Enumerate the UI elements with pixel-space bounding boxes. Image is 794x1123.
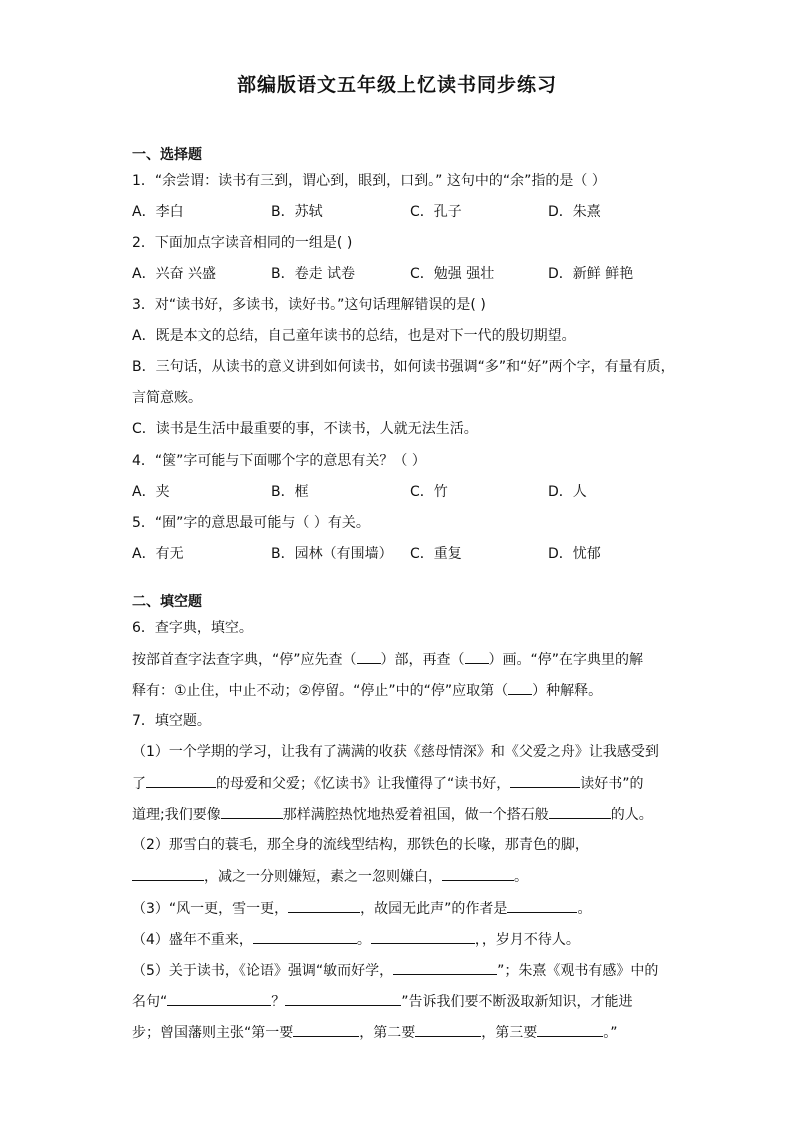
section-heading-fill: 二、填空题: [132, 594, 202, 610]
fill-blank[interactable]: [285, 991, 401, 1006]
q7-sub4: （4）盛年不重来， 。 ，，岁月不待人。: [132, 929, 580, 950]
question-3-option-b-cont: 言简意赅。: [132, 390, 202, 406]
question-4: 4．“箧”字可能与下面哪个字的意思有关？（ ）: [132, 453, 426, 469]
option-d: D．人: [548, 484, 587, 500]
question-3-option-c: C．读书是生活中最重要的事，不读书，人就无法生活。: [132, 421, 478, 437]
option-a: A．兴奋 兴盛: [132, 266, 217, 282]
fill-blank[interactable]: [510, 773, 580, 788]
option-b: B．卷走 试卷: [271, 266, 356, 282]
question-3-option-b: B．三句话，从读书的意义讲到如何读书，如何读书强调“多”和“好”两个字，有量有质，: [132, 359, 675, 375]
fill-blank[interactable]: [507, 898, 577, 913]
option-d: D．新鲜 鲜艳: [548, 266, 634, 282]
section-heading-choice: 一、选择题: [132, 147, 202, 163]
question-6: 6．查字典，填空。: [132, 620, 253, 636]
option-a: A．李白: [132, 204, 184, 220]
fill-blank[interactable]: [146, 773, 216, 788]
question-7: 7．填空题。: [132, 713, 211, 729]
fill-blank[interactable]: [221, 804, 283, 819]
fill-blank[interactable]: [508, 680, 532, 695]
fill-blank[interactable]: [132, 866, 204, 881]
question-3-option-a: A．既是本文的总结，自己童年读书的总结，也是对下一代的殷切期望。: [132, 328, 576, 344]
question-2: 2．下面加点字读音相同的一组是( ): [132, 235, 353, 251]
q7-sub5-line-2: 名句“ ？ ”告诉我们要不断汲取新知识，才能进: [132, 991, 633, 1012]
q7-sub2-line-1: （2）那雪白的蓑毛，那全身的流线型结构，那铁色的长喙，那青色的脚，: [132, 837, 589, 853]
question-6-line-1: 按部首查字法查字典，“停”应先查（ ）部，再查（ ）画。“停”在字典里的解: [132, 649, 643, 670]
fill-blank[interactable]: [253, 929, 357, 944]
q7-sub1-line-1: （1）一个学期的学习，让我有了满满的收获《慈母情深》和《父爱之舟》让我感受到: [132, 744, 659, 760]
fill-blank[interactable]: [537, 1022, 603, 1037]
fill-blank[interactable]: [393, 960, 497, 975]
option-d: D．朱熹: [548, 204, 601, 220]
fill-blank[interactable]: [465, 649, 489, 664]
option-a: A．夹: [132, 484, 170, 500]
fill-blank[interactable]: [167, 991, 271, 1006]
page-title: 部编版语文五年级上忆读书同步练习: [236, 74, 557, 96]
option-b: B．园林（有围墙）: [271, 546, 393, 562]
fill-blank[interactable]: [442, 866, 514, 881]
question-6-line-2: 释有：①止住，中止不动；②停留。“停止”中的“停”应取第（ ）种解释。: [132, 680, 602, 701]
q7-sub3: （3）“风一更，雪一更， ，故园无此声”的作者是 。: [132, 898, 591, 919]
option-b: B．苏轼: [271, 204, 323, 220]
option-a: A．有无: [132, 546, 184, 562]
fill-blank[interactable]: [288, 898, 360, 913]
q7-sub5-line-3: 步；曾国藩则主张“第一要 ，第二要 ，第三要 。”: [132, 1022, 618, 1043]
q7-sub1-line-2: 了 的母爱和父爱；《忆读书》让我懂得了“读书好， 读好书”的: [132, 773, 644, 794]
question-5: 5．“囿”字的意思最可能与（ ）有关。: [132, 515, 370, 531]
fill-blank[interactable]: [293, 1022, 359, 1037]
option-c: C．竹: [410, 484, 448, 500]
option-b: B．框: [271, 484, 309, 500]
option-c: C．勉强 强壮: [410, 266, 495, 282]
fill-blank[interactable]: [371, 929, 475, 944]
q7-sub1-line-3: 道理;我们要像 那样满腔热忱地热爱着祖国，做一个搭石般 的人。: [132, 804, 653, 825]
fill-blank[interactable]: [415, 1022, 481, 1037]
question-3: 3．对“读书好，多读书，读好书。”这句话理解错误的是( ): [132, 297, 486, 313]
option-d: D．忧郁: [548, 546, 601, 562]
fill-blank[interactable]: [357, 649, 381, 664]
question-1: 1．“余尝谓：读书有三到，谓心到，眼到，口到。” 这句中的“余”指的是（ ）: [132, 173, 606, 189]
option-c: C．重复: [410, 546, 462, 562]
q7-sub5-line-1: （5）关于读书，《论语》强调“敏而好学， ”；朱熹《观书有感》中的: [132, 960, 658, 981]
q7-sub2-line-2: ，减之一分则嫌短，素之一忽则嫌白， 。: [132, 866, 528, 887]
fill-blank[interactable]: [549, 804, 611, 819]
option-c: C．孔子: [410, 204, 462, 220]
